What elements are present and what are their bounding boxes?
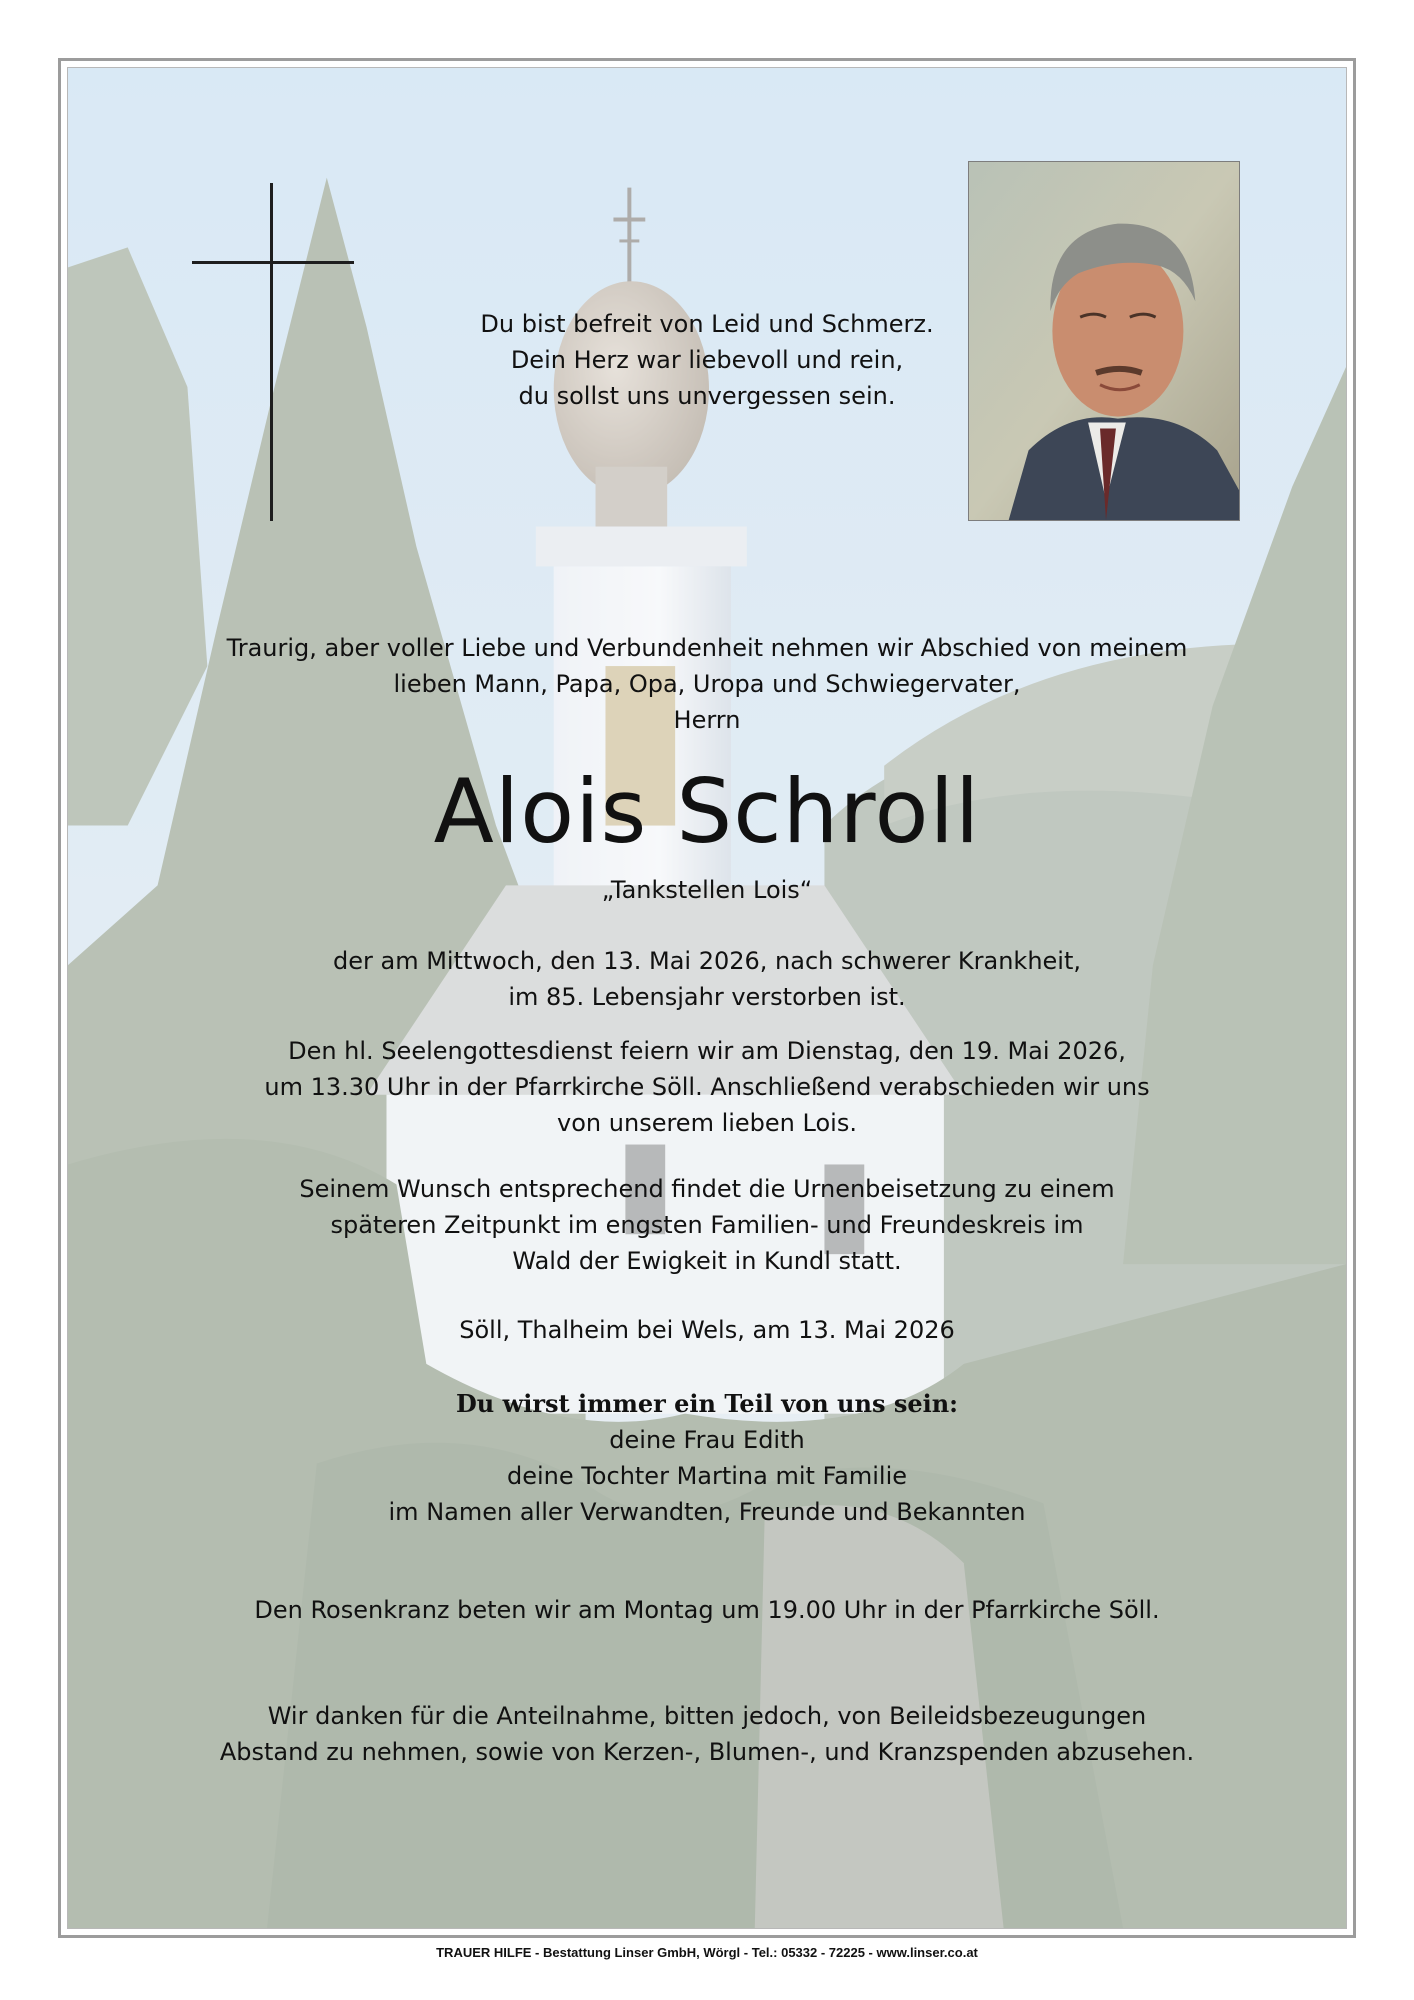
intro-line: Herrn [673,706,741,734]
family-member: im Namen aller Verwandten, Freunde und Bekannten [388,1498,1026,1526]
urn-line: Seinem Wunsch entsprechend findet die Urnenbeisetzung zu einem [299,1175,1115,1203]
urn-line: späteren Zeitpunkt im engsten Familien- und Freundeskreis im [330,1211,1084,1239]
deceased-nickname: „Tankstellen Lois“ [601,876,813,904]
urn-line: Wald der Ewigkeit in Kundl statt. [512,1247,902,1275]
intro-line: lieben Mann, Papa, Opa, Uropa und Schwiegervater, [393,670,1021,698]
death-line: der am Mittwoch, den 13. Mai 2026, nach schwerer Krankheit, [332,947,1082,975]
deceased-name: Alois Schroll [433,760,981,863]
death-announcement [120,943,1294,1015]
service-line: um 13.30 Uhr in der Pfarrkirche Söll. Anschließend verabschieden wir uns [264,1073,1150,1101]
rosary-info: Den Rosenkranz beten wir am Montag um 19.00 Uhr in der Pfarrkirche Söll. [254,1596,1160,1624]
thanks-note [120,1698,1294,1770]
place-and-date: Söll, Thalheim bei Wels, am 13. Mai 2026 [459,1316,955,1344]
death-line: im 85. Lebensjahr verstorben ist. [508,983,906,1011]
family-member: deine Tochter Martina mit Familie [506,1462,908,1490]
intro-line: Traurig, aber voller Liebe und Verbundenheit nehmen wir Abschied von meinem [226,634,1188,662]
thanks-line: Wir danken für die Anteilnahme, bitten jedoch, von Beileidsbezeugungen [267,1702,1147,1730]
farewell-intro [120,630,1294,738]
family-signature [120,1386,1294,1530]
urn-burial-info [120,1171,1294,1279]
funeral-home-footer: TRAUER HILFE - Bestattung Linser GmbH, Wörgl - Tel.: 05332 - 72225 - www.linser.co.at [436,1945,978,1960]
service-line: von unserem lieben Lois. [557,1109,857,1137]
memorial-verse [120,306,1294,414]
verse-line: du sollst uns unvergessen sein. [518,382,896,410]
funeral-service-info [120,1033,1294,1141]
thanks-line: Abstand zu nehmen, sowie von Kerzen-, Blumen-, und Kranzspenden abzusehen. [219,1738,1195,1766]
family-member: deine Frau Edith [609,1426,805,1454]
family-heading: Du wirst immer ein Teil von uns sein: [455,1389,959,1418]
verse-line: Du bist befreit von Leid und Schmerz. [480,310,934,338]
verse-line: Dein Herz war liebevoll und rein, [510,346,904,374]
service-line: Den hl. Seelengottesdienst feiern wir am Dienstag, den 19. Mai 2026, [288,1037,1126,1065]
